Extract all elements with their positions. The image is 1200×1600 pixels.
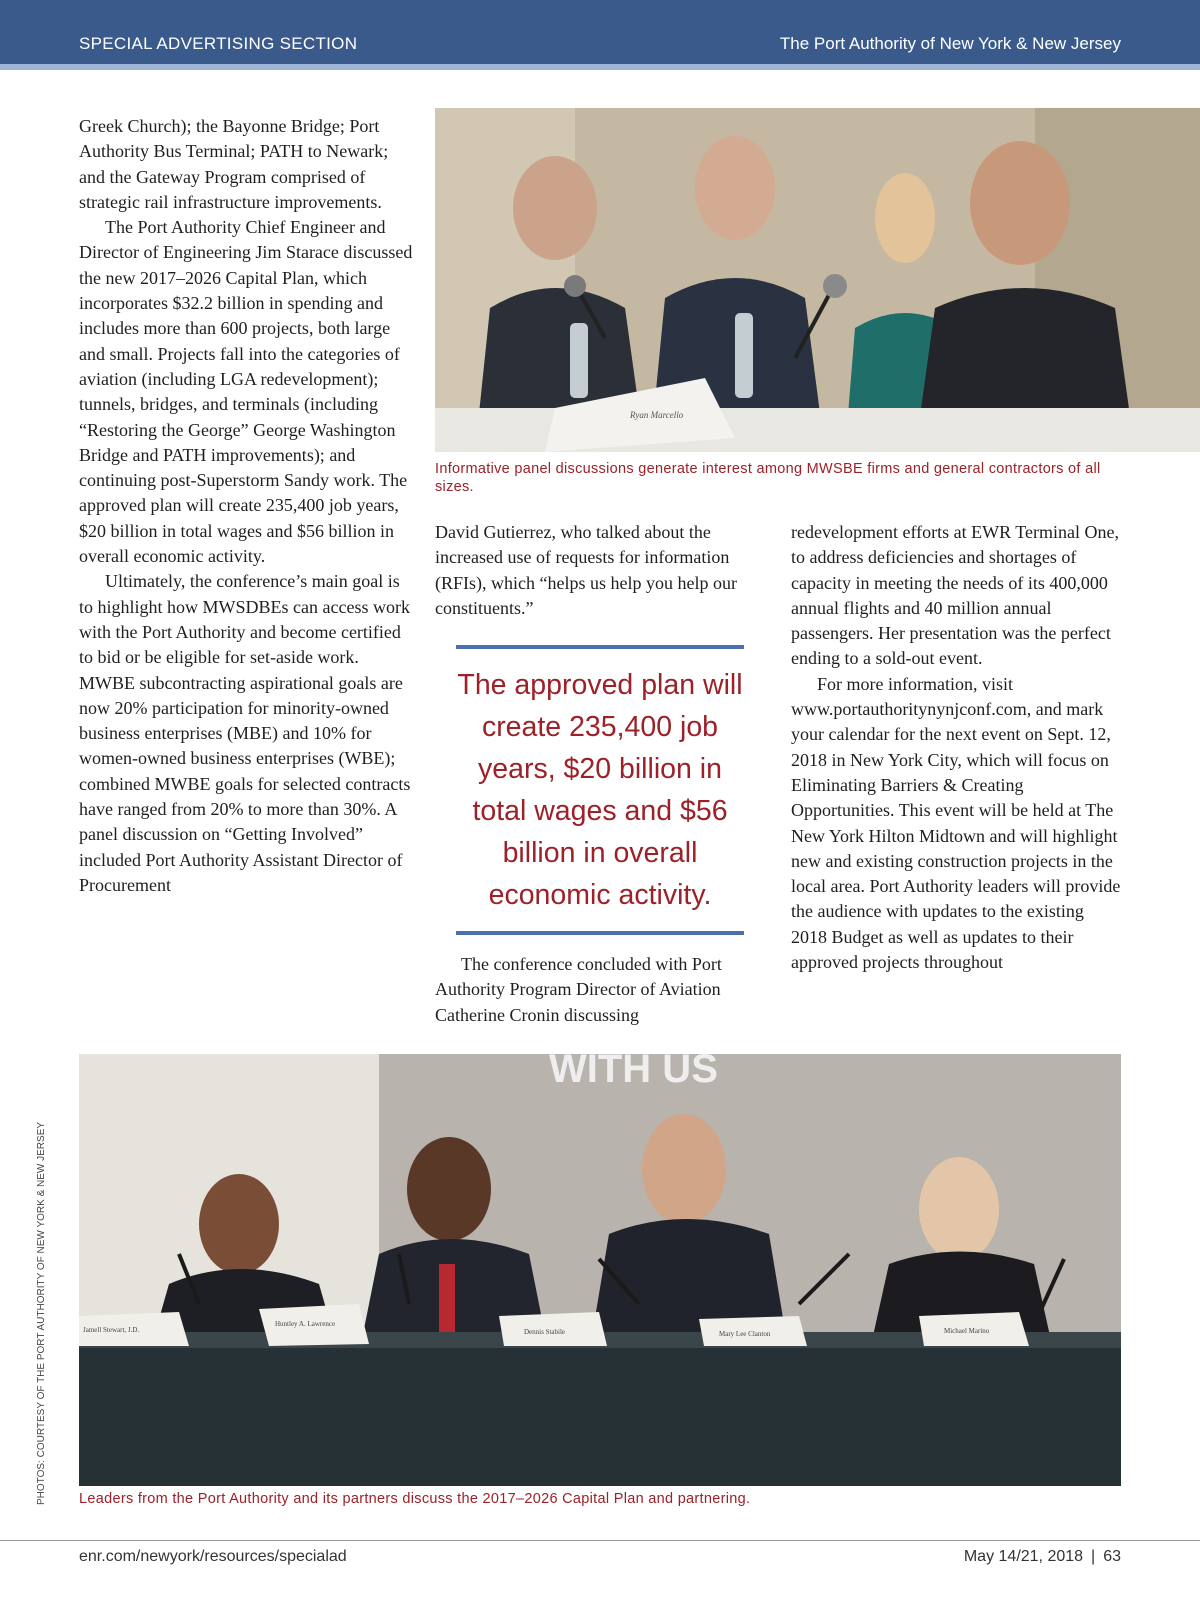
nameplate-text: Jamell Stewart, J.D. <box>83 1326 140 1334</box>
issue-date: May 14/21, 2018 <box>963 1548 1084 1565</box>
nameplate-text: Huntley A. Lawrence <box>275 1320 336 1328</box>
header-bar <box>0 0 1200 64</box>
nameplate-text: Michael Marino <box>944 1327 990 1335</box>
nameplate-text: Dennis Stabile <box>524 1328 566 1336</box>
footer-separator: | <box>1091 1548 1096 1565</box>
paragraph: For more information, visit www.portauthoritynynjconf.com, and mark your calendar for the next event on Sept. 12, 2018 in New York City, which will focus on Eliminating Barriers & Creating Opportunities. This event will be held at The New York Hilton Midtown and will highlight new and existing construction projects in the local area. Port Authority leaders will provide the audience with updates to the existing 2018 Budget as well as updates to their approved projects throughout <box>791 673 1121 973</box>
pull-quote-text: The approved plan will create 235,400 job years, $20 billion in total wages and $56 billion in overall economic activity. <box>457 669 743 911</box>
footer-url: enr.com/newyork/resources/specialad <box>79 1548 347 1565</box>
panel-photo-top <box>435 108 1200 452</box>
paragraph: David Gutierrez, who talked about the increased use of requests for information (RFIs), which “helps us help you help our constituents.” <box>435 522 737 618</box>
article-column-1 <box>79 114 414 898</box>
paragraph: The conference concluded with Port Authority Program Director of Aviation Catherine Cronin discussing <box>435 954 722 1025</box>
banner-text: WITH US <box>549 1054 718 1091</box>
nameplate-text: Mary Lee Clanton <box>719 1330 771 1338</box>
panel-photo-bottom <box>79 1054 1121 1486</box>
paragraph: Greek Church); the Bayonne Bridge; Port Authority Bus Terminal; PATH to Newark; and the Gateway Program comprised of strategic rail infrastructure improvements. <box>79 116 389 212</box>
nameplate-text: Ryan Marcello <box>630 410 684 420</box>
article-column-2-top <box>435 520 745 621</box>
paragraph: redevelopment efforts at EWR Terminal One, to address deficiencies and shortages of capacity in meeting the needs of its 400,000 annual flights and 40 million annual passengers. Her presentation was the perfect ending to a sold-out event. <box>791 522 1119 669</box>
paragraph: The Port Authority Chief Engineer and Director of Engineering Jim Starace discussed the new 2017–2026 Capital Plan, which incorporates $32.2 billion in spending and includes more than 600 projects, both large and small. Projects fall into the categories of aviation (including LGA redevelopment); tunnels, bridges, and terminals (including “Restoring the George” George Washington Bridge and PATH improvements); and continuing post-Superstorm Sandy work. The approved plan will create 235,400 job years, $20 billion in total wages and $56 billion in overall economic activity. <box>79 217 413 567</box>
photo-credit: PHOTOS: COURTESY OF THE PORT AUTHORITY OF NEW YORK & NEW JERSEY <box>36 1121 47 1505</box>
pull-quote <box>456 645 744 935</box>
publication-title: The Port Authority of New York & New Jersey <box>779 34 1121 53</box>
section-label: SPECIAL ADVERTISING SECTION <box>79 34 358 53</box>
article-column-2-bottom <box>435 952 745 1028</box>
article-column-3 <box>791 520 1121 975</box>
photo-caption-bottom: Leaders from the Port Authority and its partners discuss the 2017–2026 Capital Plan and partnering. <box>79 1491 751 1507</box>
footer-page-info <box>964 1548 1121 1566</box>
photo-caption-top: Informative panel discussions generate interest among MWSBE firms and general contractors of all sizes. <box>435 461 1101 495</box>
page-number: 63 <box>1103 1548 1121 1565</box>
footer-rule <box>0 1540 1200 1541</box>
paragraph: Ultimately, the conference’s main goal is to highlight how MWSDBEs can access work with the Port Authority and become certified to bid or be eligible for set-aside work. MWBE subcontracting aspirational goals are now 20% participation for minority-owned business enterprises (MBE) and 10% for women-owned business enterprises (WBE); combined MWBE goals for selected contracts have ranged from 20% to more than 30%. A panel discussion on “Getting Involved” included Port Authority Assistant Director of Procurement <box>79 571 411 895</box>
